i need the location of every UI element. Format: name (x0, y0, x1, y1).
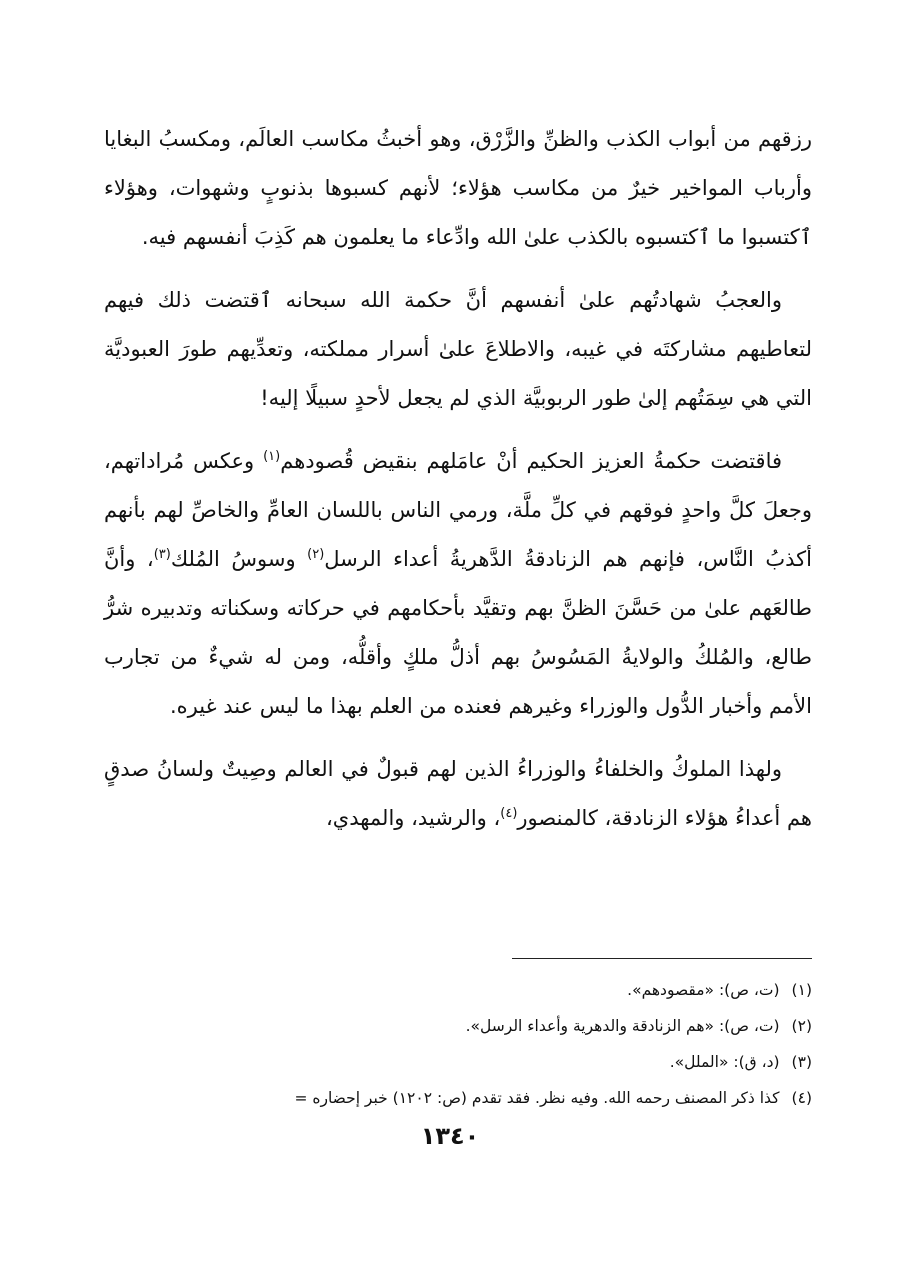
footnote-text: (ت، ص): «هم الزنادقة والدهرية وأعداء الرسل». (465, 1017, 780, 1035)
footnote-3 (90, 1044, 812, 1080)
paragraph-text: ولهذا الملوكُ والخلفاءُ والوزراءُ الذين لهم قبولٌ في العالم وصِيتٌ ولسانُ صدقٍ هم أعداءُ هؤلاء الزنادقة، كالمنصور (104, 757, 812, 830)
main-text (104, 115, 812, 857)
paragraph-text: وسوسُ المُلك (170, 547, 308, 571)
footnote-number: (٢) (791, 1017, 812, 1035)
paragraph-1 (104, 115, 812, 262)
footnote-number: (٣) (791, 1053, 812, 1071)
paragraph-text: والعجبُ شهادتُهم علىٰ أنفسهم أنَّ حكمة الله سبحانه ٱقتضت ذلك فيهم لتعاطيهم مشاركتَه في غيبه، والاطلاعَ علىٰ أسرار مملكته، وتعدِّيهم طورَ العبوديَّة التي هي سِمَتُهم إلىٰ طور الربوبيَّة الذي لم يجعل لأحدٍ سبيلًا إليه! (104, 288, 812, 410)
paragraph-4 (104, 745, 812, 843)
page-number: ١٣٤٠ (420, 1122, 480, 1150)
paragraph-3 (104, 437, 812, 731)
footnote-4 (90, 1080, 812, 1116)
paragraph-2 (104, 276, 812, 423)
footnote-text: (ت، ص): «مقصودهم». (627, 981, 780, 999)
footnote-ref-4[interactable]: (٤) (500, 806, 518, 821)
paragraph-text: ، والرشيد، والمهدي، (326, 806, 501, 830)
footnote-separator (512, 958, 812, 959)
footnote-text: (د، ق): «الملل». (669, 1053, 780, 1071)
footnote-number: (١) (791, 981, 812, 999)
footnote-text: كذا ذكر المصنف رحمه الله. وفيه نظر. فقد تقدم (ص: ١٢٠٢) خبر إحضاره = (294, 1089, 780, 1107)
footnote-1 (90, 972, 812, 1008)
footnote-ref-3[interactable]: (٣) (153, 547, 171, 562)
paragraph-text: ، وأنَّ طالعَهم علىٰ من حَسَّنَ الظنَّ بهم وتقيَّد بأحكامهم في حركاته وسكناته وتدبيره شرُّ طالع، والمُلكُ والولايةُ المَسُوسُ بهم أذلُّ ملكٍ وأقلُّه، ومن له شيءٌ من تجارب الأمم وأخبار الدُّول والوزراء وغيرهم فعنده من العلم بهذا ما ليس عند غيره. (104, 547, 812, 718)
paragraph-text: وعكس مُراداتهم، وجعلَ كلَّ واحدٍ فوقهم في كلِّ ملَّة، ورمي الناس باللسان العامِّ والخاصِّ لهم بأنهم أكذبُ النَّاس، فإنهم هم الزنادقةُ الدَّهريةُ أعداء الرسل (104, 449, 812, 571)
footnote-ref-2[interactable]: (٢) (307, 547, 325, 562)
paragraph-text: رزقهم من أبواب الكذب والظنِّ والزَّرْق، وهو أخبثُ مكاسب العالَم، ومكسبُ البغايا وأرباب المواخير خيرٌ من مكاسب هؤلاء؛ لأنهم كسبوها بذنوبٍ وشهوات، وهؤلاء ٱكتسبوا ما ٱكتسبوه بالكذب علىٰ الله وادِّعاء ما يعلمون هم كَذِبَ أنفسهم فيه. (104, 127, 812, 249)
footnote-ref-1[interactable]: (١) (263, 449, 281, 464)
footnote-2 (90, 1008, 812, 1044)
paragraph-text: فاقتضت حكمةُ العزيز الحكيم أنْ عامَلهم بنقيض قُصودهم (280, 449, 783, 473)
footnote-number: (٤) (791, 1089, 812, 1107)
footnotes (90, 972, 812, 1116)
